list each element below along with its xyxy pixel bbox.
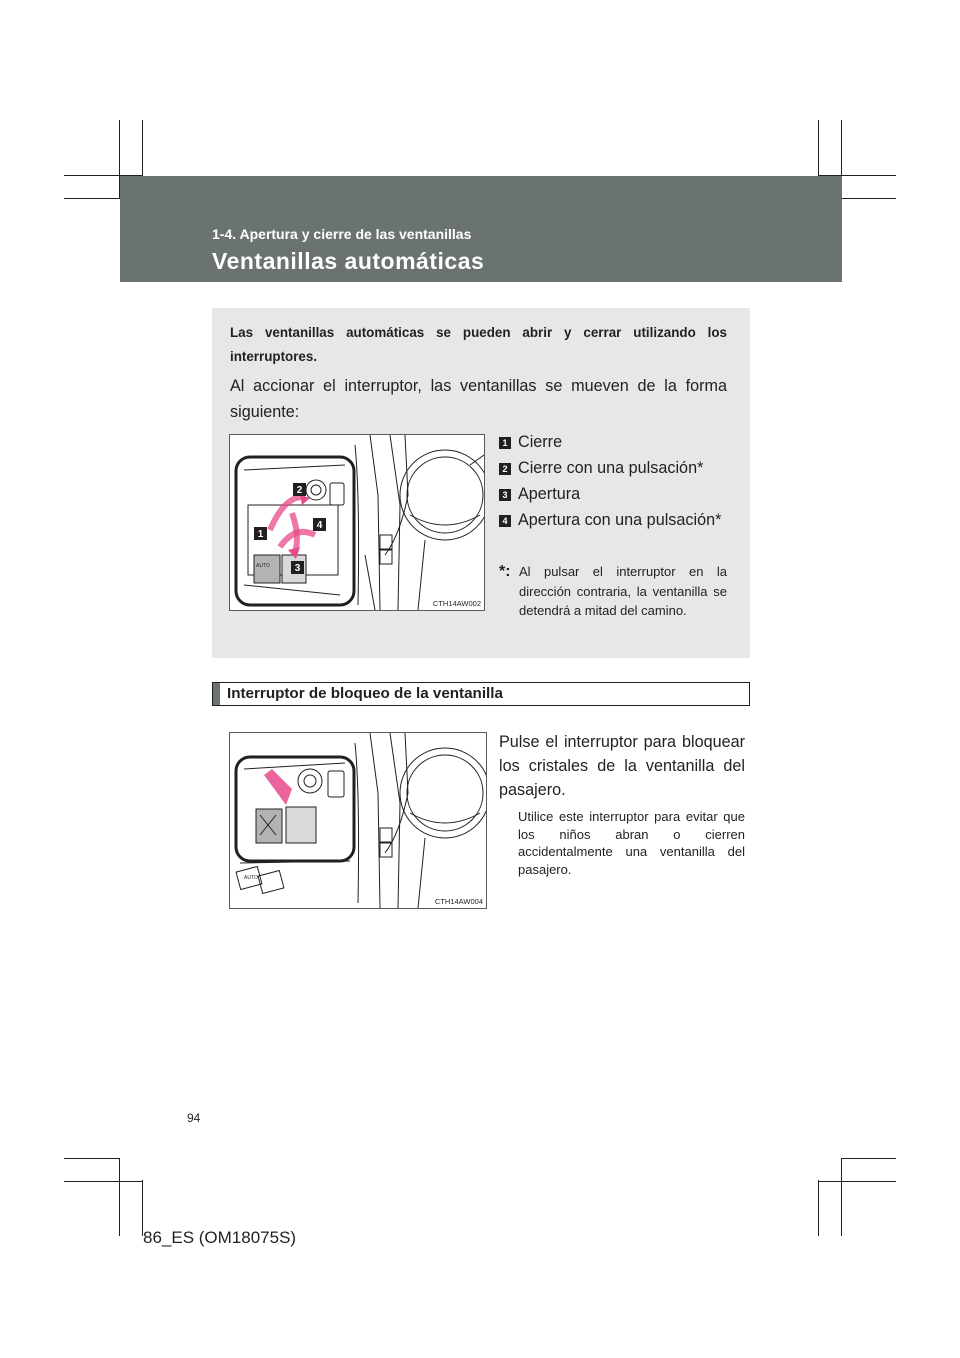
legend-item xyxy=(499,483,729,505)
lock-switch-illustration xyxy=(230,733,486,908)
window-switch-illustration xyxy=(230,435,484,610)
lock-switch-figure xyxy=(229,732,487,909)
crop-mark xyxy=(119,1158,120,1236)
section-label: 1-4. Apertura y cierre de las ventanillas xyxy=(212,226,472,242)
lock-note-text: Utilice este interruptor para evitar que los niños abran o cierren accidentalmente una ventanilla del pasajero. xyxy=(518,809,745,877)
legend-badge: 2 xyxy=(499,463,511,475)
heading-bar xyxy=(213,683,220,705)
auto-label: AUTO xyxy=(244,875,258,881)
page-title: Ventanillas automáticas xyxy=(212,248,485,274)
callout-3: 3 xyxy=(294,563,301,574)
legend-text: Cierre xyxy=(518,433,563,451)
callout-2: 2 xyxy=(296,485,303,496)
crop-mark xyxy=(841,1158,842,1236)
legend-text: Apertura xyxy=(518,485,581,503)
subsection-heading xyxy=(212,682,750,706)
callout-4: 4 xyxy=(316,520,323,531)
intro-bold-text: Las ventanillas automáticas se pueden abrir y cerrar utilizando los interruptores. xyxy=(230,325,727,364)
callout-1: 1 xyxy=(257,529,264,540)
figure-code: CTH14AW004 xyxy=(434,897,483,906)
legend-item xyxy=(499,509,729,555)
intro-text: Al accionar el interruptor, las ventanillas se mueven de la forma siguiente: xyxy=(230,377,727,421)
page-number: 94 xyxy=(187,1111,201,1125)
legend-badge: 1 xyxy=(499,437,511,449)
footnote-text: Al pulsar el interruptor en la dirección contraria, la ventanilla se detendrá a mitad del camino. xyxy=(519,564,727,618)
crop-mark xyxy=(818,1180,819,1236)
figure-code: CTH14AW002 xyxy=(432,599,481,608)
legend-badge: 3 xyxy=(499,489,511,501)
legend-badge: 4 xyxy=(499,515,511,527)
legend-item xyxy=(499,431,729,453)
lock-instruction-text: Pulse el interruptor para bloquear los cristales de la ventanilla del pasajero. xyxy=(499,733,745,799)
subsection-title: Interruptor de bloqueo de la ventanilla xyxy=(227,685,503,702)
legend-text: Cierre con una pulsación* xyxy=(518,459,704,477)
crop-mark xyxy=(64,1158,120,1159)
crop-mark xyxy=(64,198,120,199)
crop-mark xyxy=(841,1158,896,1159)
document-code: 86_ES (OM18075S) xyxy=(143,1228,297,1247)
auto-label: AUTO xyxy=(256,563,270,569)
footnote-marker: *: xyxy=(499,563,511,580)
crop-mark xyxy=(818,1181,896,1182)
legend-item xyxy=(499,457,729,479)
legend-text: Apertura con una pulsación* xyxy=(518,511,722,529)
crop-mark xyxy=(841,198,896,199)
window-switch-figure xyxy=(229,434,485,611)
crop-mark xyxy=(64,1181,143,1182)
